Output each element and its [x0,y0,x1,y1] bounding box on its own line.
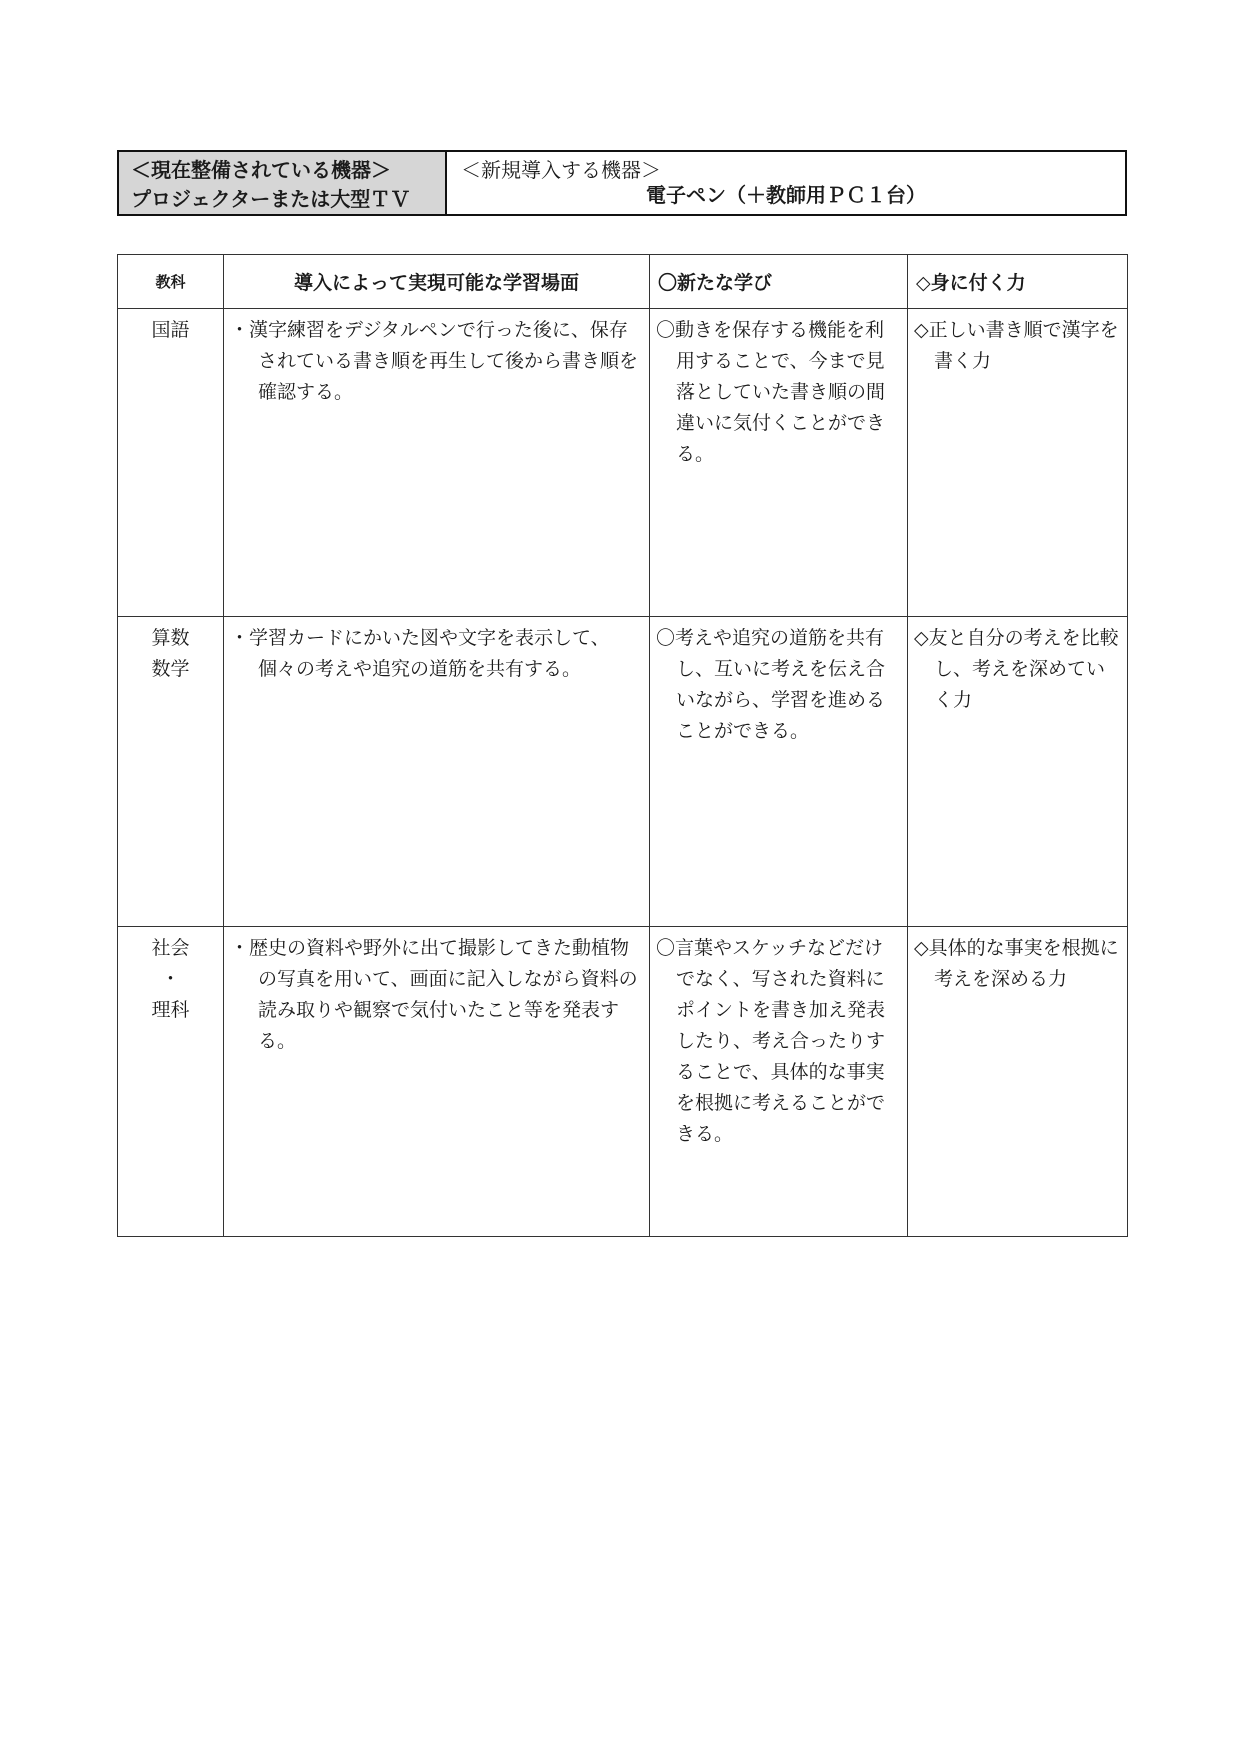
subject-cell [118,617,224,927]
new-equipment-cell [447,152,1125,214]
skill-text: ◇正しい書き順で漢字を書く力 [914,319,1119,372]
header-scene: 導入によって実現可能な学習場面 [224,255,650,309]
skill-cell [908,927,1128,1237]
subject-name: 数学 [151,658,190,680]
subject-name: 社会 [151,937,190,959]
current-equipment-device: プロジェクターまたは大型ＴＶ [131,187,411,211]
learning-cell [650,617,908,927]
learning-text: 〇考えや追究の道筋を共有し、互いに考えを伝え合いながら、学習を進めることができる。 [656,627,886,742]
scene-text: ・漢字練習をデジタルペンで行った後に、保存されている書き順を再生して後から書き順を確認する。 [230,319,639,403]
skill-cell [908,309,1128,617]
skill-cell [908,617,1128,927]
learning-cell [650,927,908,1237]
table-header-row [118,255,1128,309]
learning-plan-table [117,254,1128,1237]
scene-text: ・学習カードにかいた図や文字を表示して、個々の考えや追究の道筋を共有する。 [230,627,610,680]
subject-cell [118,927,224,1237]
header-learning: 〇新たな学び [650,255,908,309]
subject-name: 理科 [151,999,190,1021]
table-row [118,617,1128,927]
table-row [118,927,1128,1237]
scene-cell [224,617,650,927]
scene-cell [224,927,650,1237]
learning-text: 〇言葉やスケッチなどだけでなく、写された資料にポイントを書き加え発表したり、考え合ったりすることで、具体的な事実を根拠に考えることができる。 [656,937,886,1145]
header-skill: ◇身に付く力 [908,255,1128,309]
subject-name: 算数 [151,627,190,649]
new-equipment-device: 電子ペン（＋教師用ＰＣ１台） [646,183,926,207]
learning-text: 〇動きを保存する機能を利用することで、今まで見落としていた書き順の間違いに気付くことができる。 [656,319,886,465]
table-row [118,309,1128,617]
new-equipment-label: ＜新規導入する機器＞ [461,158,661,182]
current-equipment-cell [119,152,447,214]
subject-name: 国語 [151,319,190,341]
skill-text: ◇具体的な事実を根拠に考えを深める力 [914,937,1119,990]
skill-text: ◇友と自分の考えを比較し、考えを深めていく力 [914,627,1119,711]
subject-separator: ・ [160,968,180,990]
learning-cell [650,309,908,617]
scene-text: ・歴史の資料や野外に出て撮影してきた動植物の写真を用いて、画面に記入しながら資料の読み取りや観察で気付いたこと等を発表する。 [230,937,638,1052]
equipment-box [117,150,1127,216]
subject-cell [118,309,224,617]
header-subject: 教科 [118,255,224,309]
current-equipment-label: ＜現在整備されている機器＞ [131,158,391,182]
scene-cell [224,309,650,617]
